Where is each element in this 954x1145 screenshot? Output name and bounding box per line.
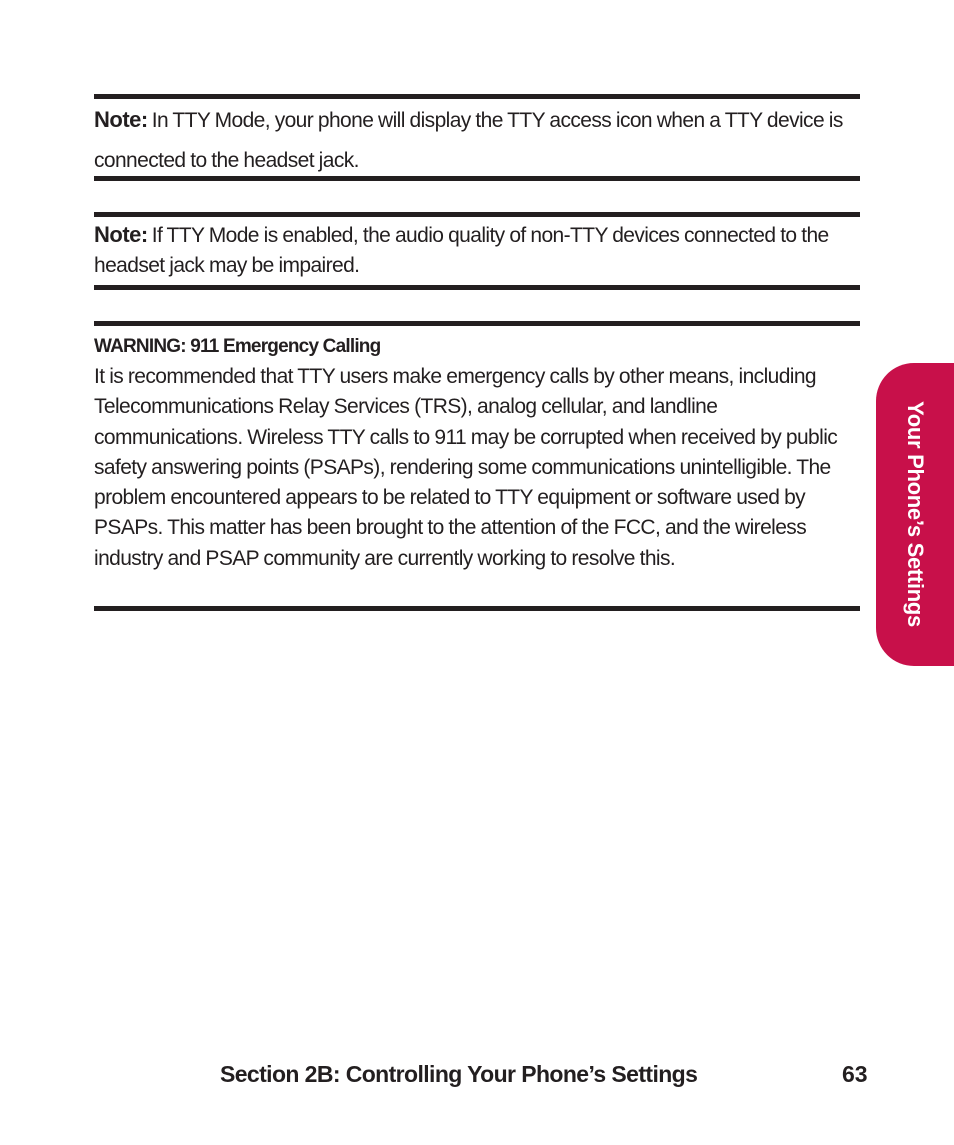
note-paragraph — [94, 220, 860, 281]
note-text: If TTY Mode is enabled, the audio quality of non-TTY devices connected to the headset jack may be impaired. — [94, 224, 829, 277]
footer-section-title: Section 2B: Controlling Your Phone’s Settings — [220, 1061, 698, 1087]
note-label: Note: — [94, 107, 148, 132]
note-text: In TTY Mode, your phone will display the TTY access icon when a TTY device is connected to the headset jack. — [94, 109, 843, 172]
warning-title: WARNING: 911 Emergency Calling — [94, 336, 381, 357]
side-tab-label: Your Phone’s Settings — [903, 401, 928, 627]
warning-body: It is recommended that TTY users make emergency calls by other means, including Telecommunications Relay Services (TRS), analog cellular, and landline communications. Wireless TTY calls to 911 may be corrupted when received by public safety answering points (PSAPs), rendering some communications unintelligible. The problem encountered appears to be related to TTY equipment or software used by PSAPs. This matter has been brought to the attention of the FCC, and the wireless industry and PSAP community are currently working to resolve this. — [94, 365, 838, 570]
note-box-tty-icon — [94, 94, 860, 181]
section-side-tab — [876, 363, 954, 666]
note-box-audio-quality — [94, 212, 860, 290]
note-paragraph — [94, 100, 860, 181]
note-label: Note: — [94, 222, 148, 247]
page-number: 63 — [842, 1061, 868, 1087]
warning-box — [94, 321, 860, 611]
